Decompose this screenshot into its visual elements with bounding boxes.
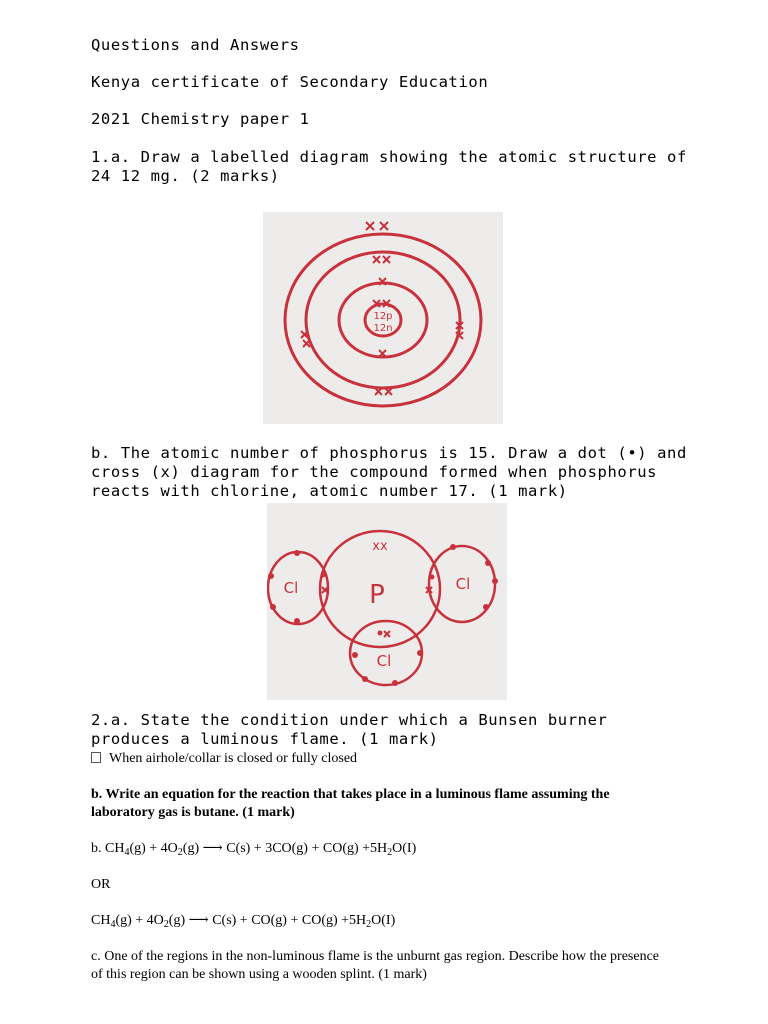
question-1a: 1.a. Draw a labelled diagram showing the atomic structure of 24 12 mg. (2 marks) [91, 148, 687, 185]
nucleus-neutrons: 12n [373, 323, 393, 334]
bullet-icon [91, 752, 101, 763]
atomic-structure-figure [263, 212, 503, 424]
header-subtitle: Kenya certificate of Secondary Education [91, 73, 489, 91]
header-title: Questions and Answers [91, 36, 300, 54]
answer-2a [91, 750, 357, 768]
chlorine-left-label: Cl [283, 579, 299, 597]
or-separator: OR [91, 877, 111, 892]
chlorine-right-label: Cl [455, 575, 471, 593]
dot-cross-figure [267, 503, 507, 700]
question-2c: c. One of the regions in the non-luminous flame is the unburnt gas region. Describe how the presence of this region can be shown using a wooden splint. (1 mark) [91, 949, 660, 982]
chlorine-bottom-label: Cl [376, 652, 392, 670]
answer-2a-text: When airhole/collar is closed or fully closed [109, 751, 358, 766]
question-2a: 2.a. State the condition under which a Bunsen burner produces a luminous flame. (1 mark) [91, 711, 608, 748]
header-paper: 2021 Chemistry paper 1 [91, 110, 310, 128]
nucleus-protons: 12p [373, 311, 393, 322]
equation-2: $CH_4(g) + 4O_2(g)$ ⟶ $C(s) + CO(g) + CO(g) +5H_2O(I)$ [91, 913, 396, 930]
question-1b: b. The atomic number of phosphorus is 15. Draw a dot (•) and cross (x) diagram for the compound formed when phosphorus reacts with chlorine, atomic number 17. (1 mark) [91, 444, 687, 500]
question-2b: b. Write an equation for the reaction that takes place in a luminous flame assuming the laboratory gas is butane. (1 mark) [91, 787, 610, 820]
phosphorus-label: P [369, 580, 385, 610]
lone-pair-label: xx [372, 539, 388, 554]
equation-1: b. $CH_4(g) + 4O_2(g)$ ⟶ $C(s) + 3CO(g) + CO(g) +5H_2O(I)$ [91, 841, 417, 858]
